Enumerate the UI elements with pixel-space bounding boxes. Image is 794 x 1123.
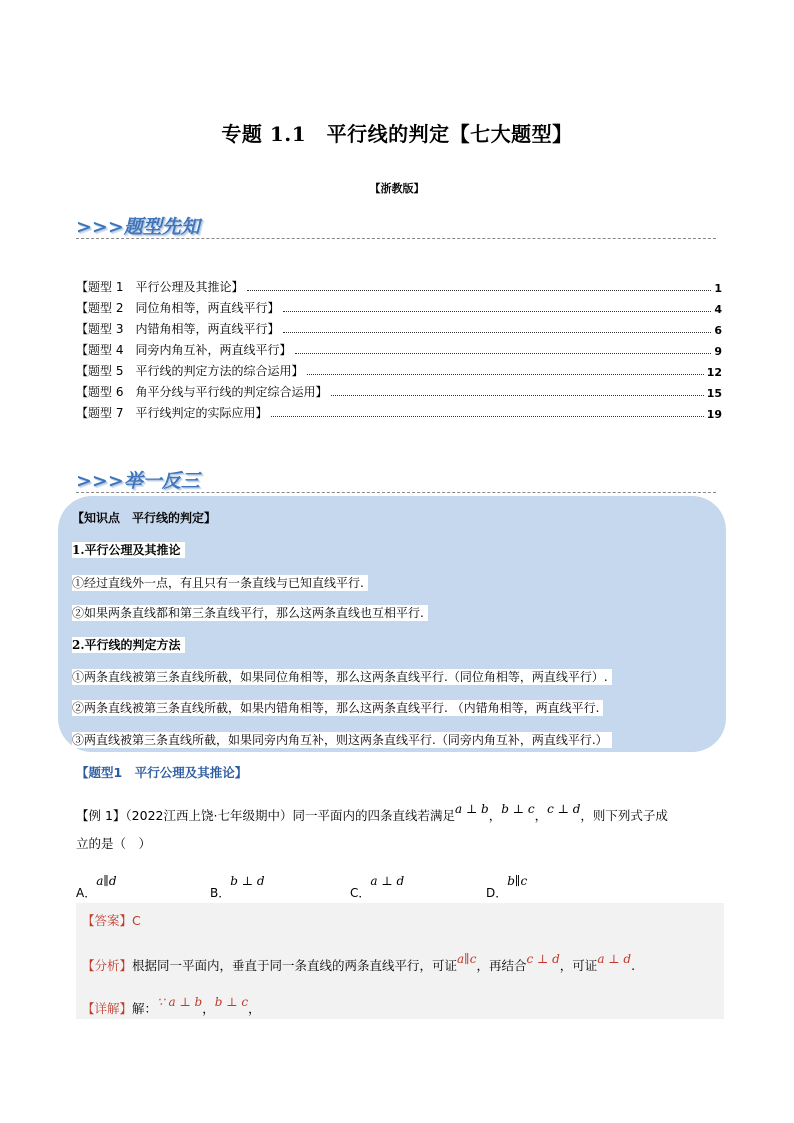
toc-page: 15 [706, 387, 722, 400]
knowledge-section-1-title: 1.平行公理及其推论 [72, 542, 185, 558]
toc-leader [295, 353, 711, 354]
toc-leader [307, 374, 703, 375]
knowledge-item: ②两条直线被第三条直线所截，如果内错角相等，那么这两条直线平行. （内错角相等，两直线平行. [72, 700, 603, 716]
toc-item[interactable] [76, 358, 722, 379]
detail-line [82, 995, 261, 1017]
knowledge-item: ③两直线被第三条直线所截，如果同旁内角互补，则这两条直线平行.（同旁内角互补，两直线平行.） [72, 732, 612, 748]
toc-page: 6 [714, 324, 722, 337]
toc-label: 【题型 5 平行线的判定方法的综合运用】 [76, 364, 304, 378]
analysis-line [82, 952, 636, 974]
example-suffix: ，则下列式子成 [580, 808, 668, 823]
page-title: 专题 1.1 平行线的判定【七大题型】 [221, 122, 573, 146]
math-expr: a ⊥ b [454, 802, 489, 816]
knowledge-item: ①经过直线外一点，有且只有一条直线与已知直线平行. [72, 575, 368, 591]
choice-letter: B． [210, 886, 231, 900]
toc-leader [283, 311, 711, 312]
toc-page: 4 [714, 303, 722, 316]
punct: ， [202, 1001, 215, 1016]
punct: ， [488, 808, 502, 823]
answer-label: 【答案】 [82, 913, 133, 928]
toc-page: 1 [714, 282, 722, 295]
toc-item[interactable] [76, 274, 722, 295]
choice-expr: b∥c [507, 874, 528, 888]
analysis-text: 根据同一平面内，垂直于同一条直线的两条直线平行，可证 [132, 958, 458, 973]
toc-page: 9 [714, 345, 722, 358]
detail-label: 【详解】 [82, 1001, 133, 1016]
toc-label: 【题型 7 平行线判定的实际应用】 [76, 406, 268, 420]
choice-b[interactable] [210, 872, 265, 900]
analysis-text: ，可证 [559, 958, 598, 973]
section-heading: 【题型1 平行公理及其推论】 [76, 765, 248, 780]
knowledge-heading: 【知识点 平行线的判定】 [72, 511, 217, 525]
knowledge-item: ②如果两条直线都和第三条直线平行，那么这两条直线也互相平行. [72, 605, 428, 621]
punct: ， [248, 1001, 261, 1016]
choice-expr: b ⊥ d [230, 874, 265, 888]
edition-label: 【浙教版】 [369, 182, 425, 195]
banner-example: >>>举一反三 [76, 470, 200, 492]
choice-c[interactable] [350, 872, 405, 900]
toc-label: 【题型 3 内错角相等，两直线平行】 [76, 322, 280, 336]
choice-d[interactable] [486, 872, 528, 900]
toc-item[interactable] [76, 316, 722, 337]
math-expr: a∥c [457, 952, 477, 966]
choice-expr: a∥d [96, 874, 117, 888]
math-expr: b ⊥ c [214, 995, 249, 1009]
answer-value: C [132, 913, 141, 928]
detail-text: 解： [132, 1001, 158, 1016]
divider [76, 492, 716, 493]
toc-leader [283, 332, 711, 333]
toc-label: 【题型 4 同旁内角互补，两直线平行】 [76, 343, 292, 357]
math-expr: c ⊥ d [526, 952, 560, 966]
toc-item[interactable] [76, 400, 722, 421]
math-expr: ∵ a ⊥ b [157, 995, 203, 1009]
toc-item[interactable] [76, 379, 722, 400]
toc-item[interactable] [76, 337, 722, 358]
table-of-contents [76, 274, 722, 421]
analysis-label: 【分析】 [82, 958, 133, 973]
knowledge-section-2-title: 2.平行线的判定方法 [72, 637, 185, 653]
example-question [76, 802, 726, 857]
toc-leader [247, 290, 711, 291]
answer-line [82, 911, 141, 929]
toc-label: 【题型 2 同位角相等，两直线平行】 [76, 301, 280, 315]
analysis-text: ，再结合 [476, 958, 527, 973]
banner-preview: >>>题型先知 [76, 216, 200, 238]
math-expr: a ⊥ d [597, 952, 632, 966]
knowledge-item: ①两条直线被第三条直线所截，如果同位角相等，那么这两条直线平行.（同位角相等，两直线平行）. [72, 669, 612, 685]
example-line-2: 立的是（ ） [76, 836, 152, 851]
choice-letter: A． [76, 886, 97, 900]
choice-expr: a ⊥ d [370, 874, 405, 888]
toc-leader [331, 395, 703, 396]
divider [76, 238, 716, 239]
toc-item[interactable] [76, 295, 722, 316]
toc-page: 12 [706, 366, 722, 379]
choice-a[interactable] [76, 872, 117, 900]
toc-leader [271, 416, 703, 417]
toc-page: 19 [706, 408, 722, 421]
choice-letter: C． [350, 886, 371, 900]
analysis-text: . [631, 958, 636, 973]
choice-letter: D． [486, 886, 508, 900]
toc-label: 【题型 6 角平分线与平行线的判定综合运用】 [76, 385, 328, 399]
math-expr: b ⊥ c [501, 802, 535, 816]
toc-label: 【题型 1 平行公理及其推论】 [76, 280, 244, 294]
math-expr: c ⊥ d [547, 802, 581, 816]
punct: ， [534, 808, 548, 823]
example-prefix: 【例 1】（2022江西上饶·七年级期中）同一平面内的四条直线若满足 [76, 808, 455, 823]
